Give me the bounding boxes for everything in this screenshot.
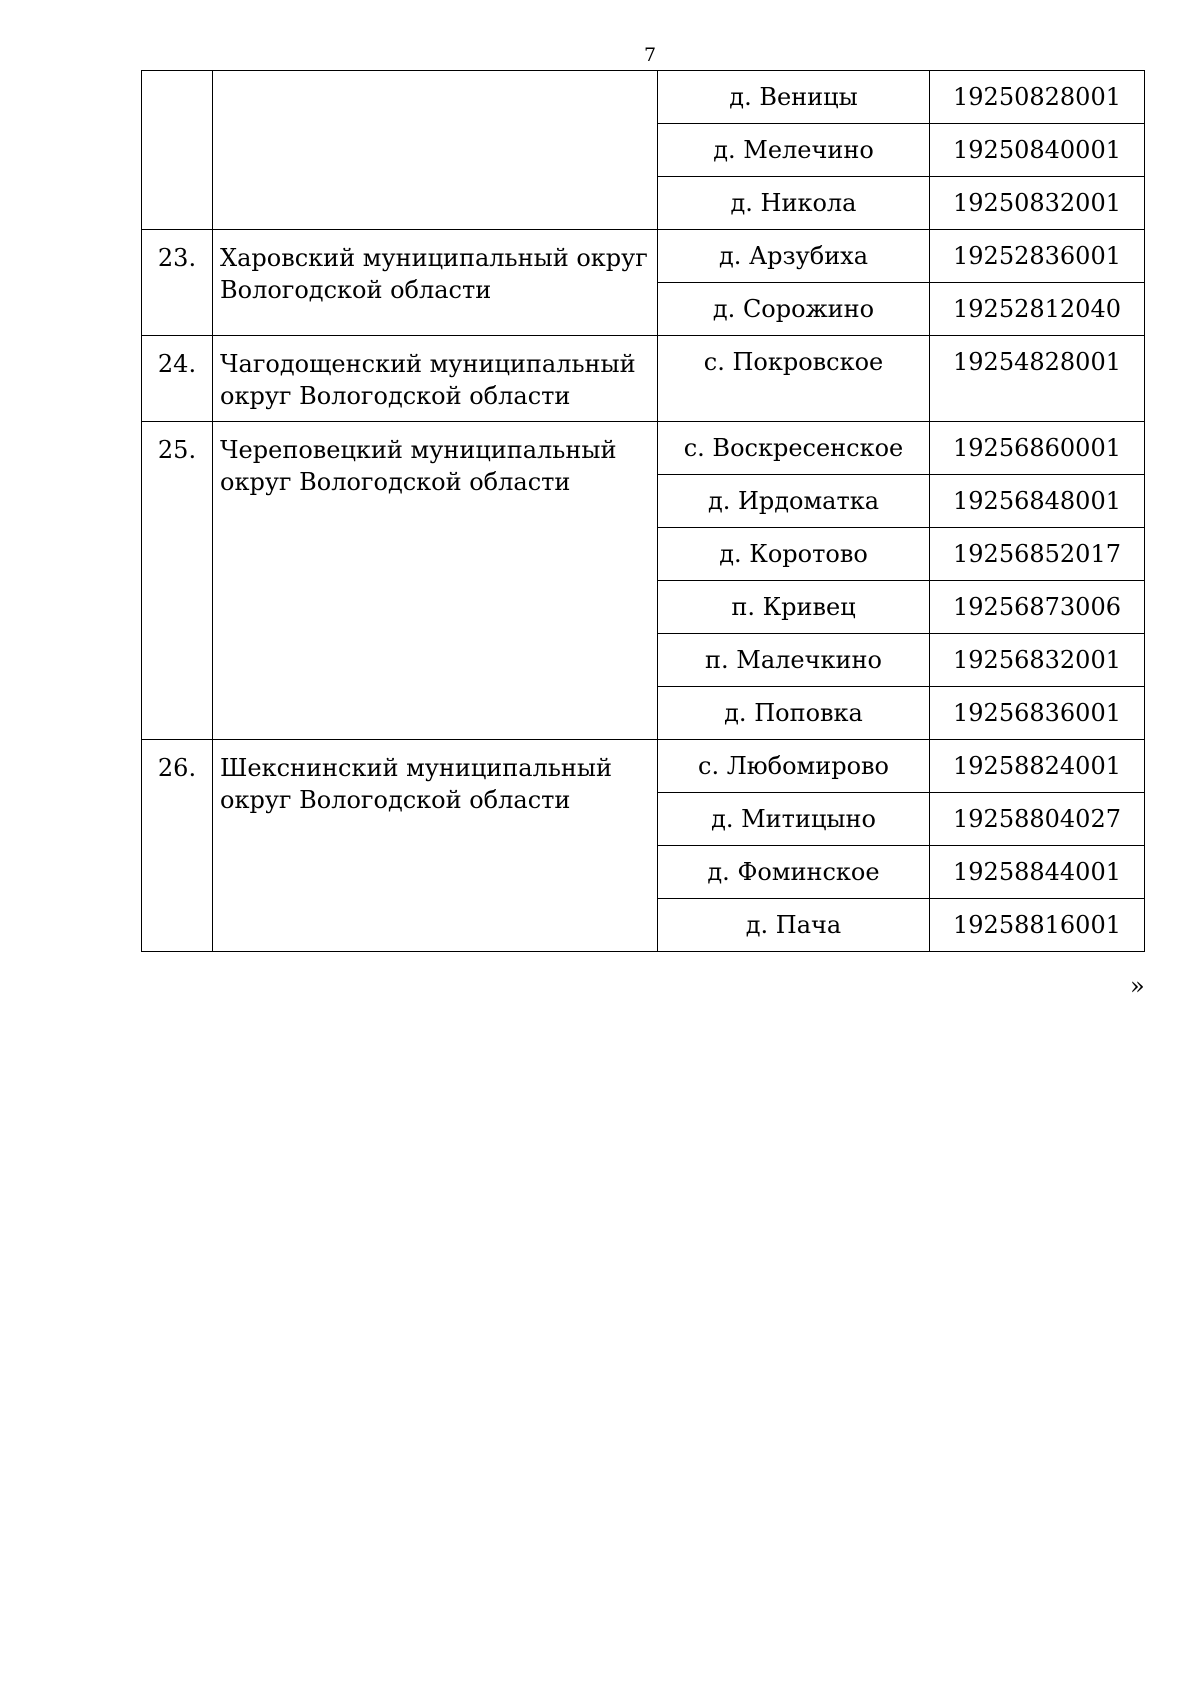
district-cell: Шекснинский муниципальный округ Вологодской области	[213, 740, 658, 952]
settlement-cell: с. Любомирово	[658, 740, 930, 793]
code-cell: 19258844001	[930, 846, 1145, 899]
settlement-cell: д. Никола	[658, 177, 930, 230]
row-number-cell: 24.	[142, 336, 213, 422]
code-cell: 19250828001	[930, 71, 1145, 124]
settlement-cell: п. Кривец	[658, 581, 930, 634]
settlement-cell: д. Поповка	[658, 687, 930, 740]
page-number: 7	[643, 44, 657, 66]
settlement-cell: д. Ирдоматка	[658, 475, 930, 528]
code-cell: 19258804027	[930, 793, 1145, 846]
table-row	[142, 422, 1145, 475]
row-number-cell: 25.	[142, 422, 213, 740]
district-cell: Череповецкий муниципальный округ Вологодской области	[213, 422, 658, 740]
settlement-cell: п. Малечкино	[658, 634, 930, 687]
settlement-cell: с. Воскресенское	[658, 422, 930, 475]
district-cell: Чагодощенский муниципальный округ Вологодской области	[213, 336, 658, 422]
table-row	[142, 740, 1145, 793]
settlement-cell: д. Пача	[658, 899, 930, 952]
code-cell: 19256832001	[930, 634, 1145, 687]
code-cell: 19256852017	[930, 528, 1145, 581]
code-cell: 19256836001	[930, 687, 1145, 740]
code-cell: 19252812040	[930, 283, 1145, 336]
code-cell: 19250840001	[930, 124, 1145, 177]
code-cell: 19258824001	[930, 740, 1145, 793]
settlement-cell: д. Арзубиха	[658, 230, 930, 283]
settlement-cell: д. Коротово	[658, 528, 930, 581]
code-cell: 19258816001	[930, 899, 1145, 952]
code-cell: 19256848001	[930, 475, 1145, 528]
settlement-cell: д. Фоминское	[658, 846, 930, 899]
table-row	[142, 71, 1145, 124]
closing-quote: »	[1130, 972, 1145, 1000]
row-number-cell: 23.	[142, 230, 213, 336]
settlement-cell: д. Мелечино	[658, 124, 930, 177]
settlement-cell: с. Покровское	[658, 336, 930, 422]
code-cell: 19252836001	[930, 230, 1145, 283]
row-number-cell	[142, 71, 213, 230]
code-cell: 19250832001	[930, 177, 1145, 230]
settlement-cell: д. Веницы	[658, 71, 930, 124]
settlement-cell: д. Митицыно	[658, 793, 930, 846]
table-row	[142, 336, 1145, 422]
code-cell: 19256860001	[930, 422, 1145, 475]
settlements-table	[141, 70, 1145, 952]
code-cell: 19254828001	[930, 336, 1145, 422]
settlement-cell: д. Сорожино	[658, 283, 930, 336]
table-body	[142, 71, 1145, 952]
row-number-cell: 26.	[142, 740, 213, 952]
code-cell: 19256873006	[930, 581, 1145, 634]
district-cell	[213, 71, 658, 230]
table-row	[142, 230, 1145, 283]
district-cell: Харовский муниципальный округ Вологодской области	[213, 230, 658, 336]
